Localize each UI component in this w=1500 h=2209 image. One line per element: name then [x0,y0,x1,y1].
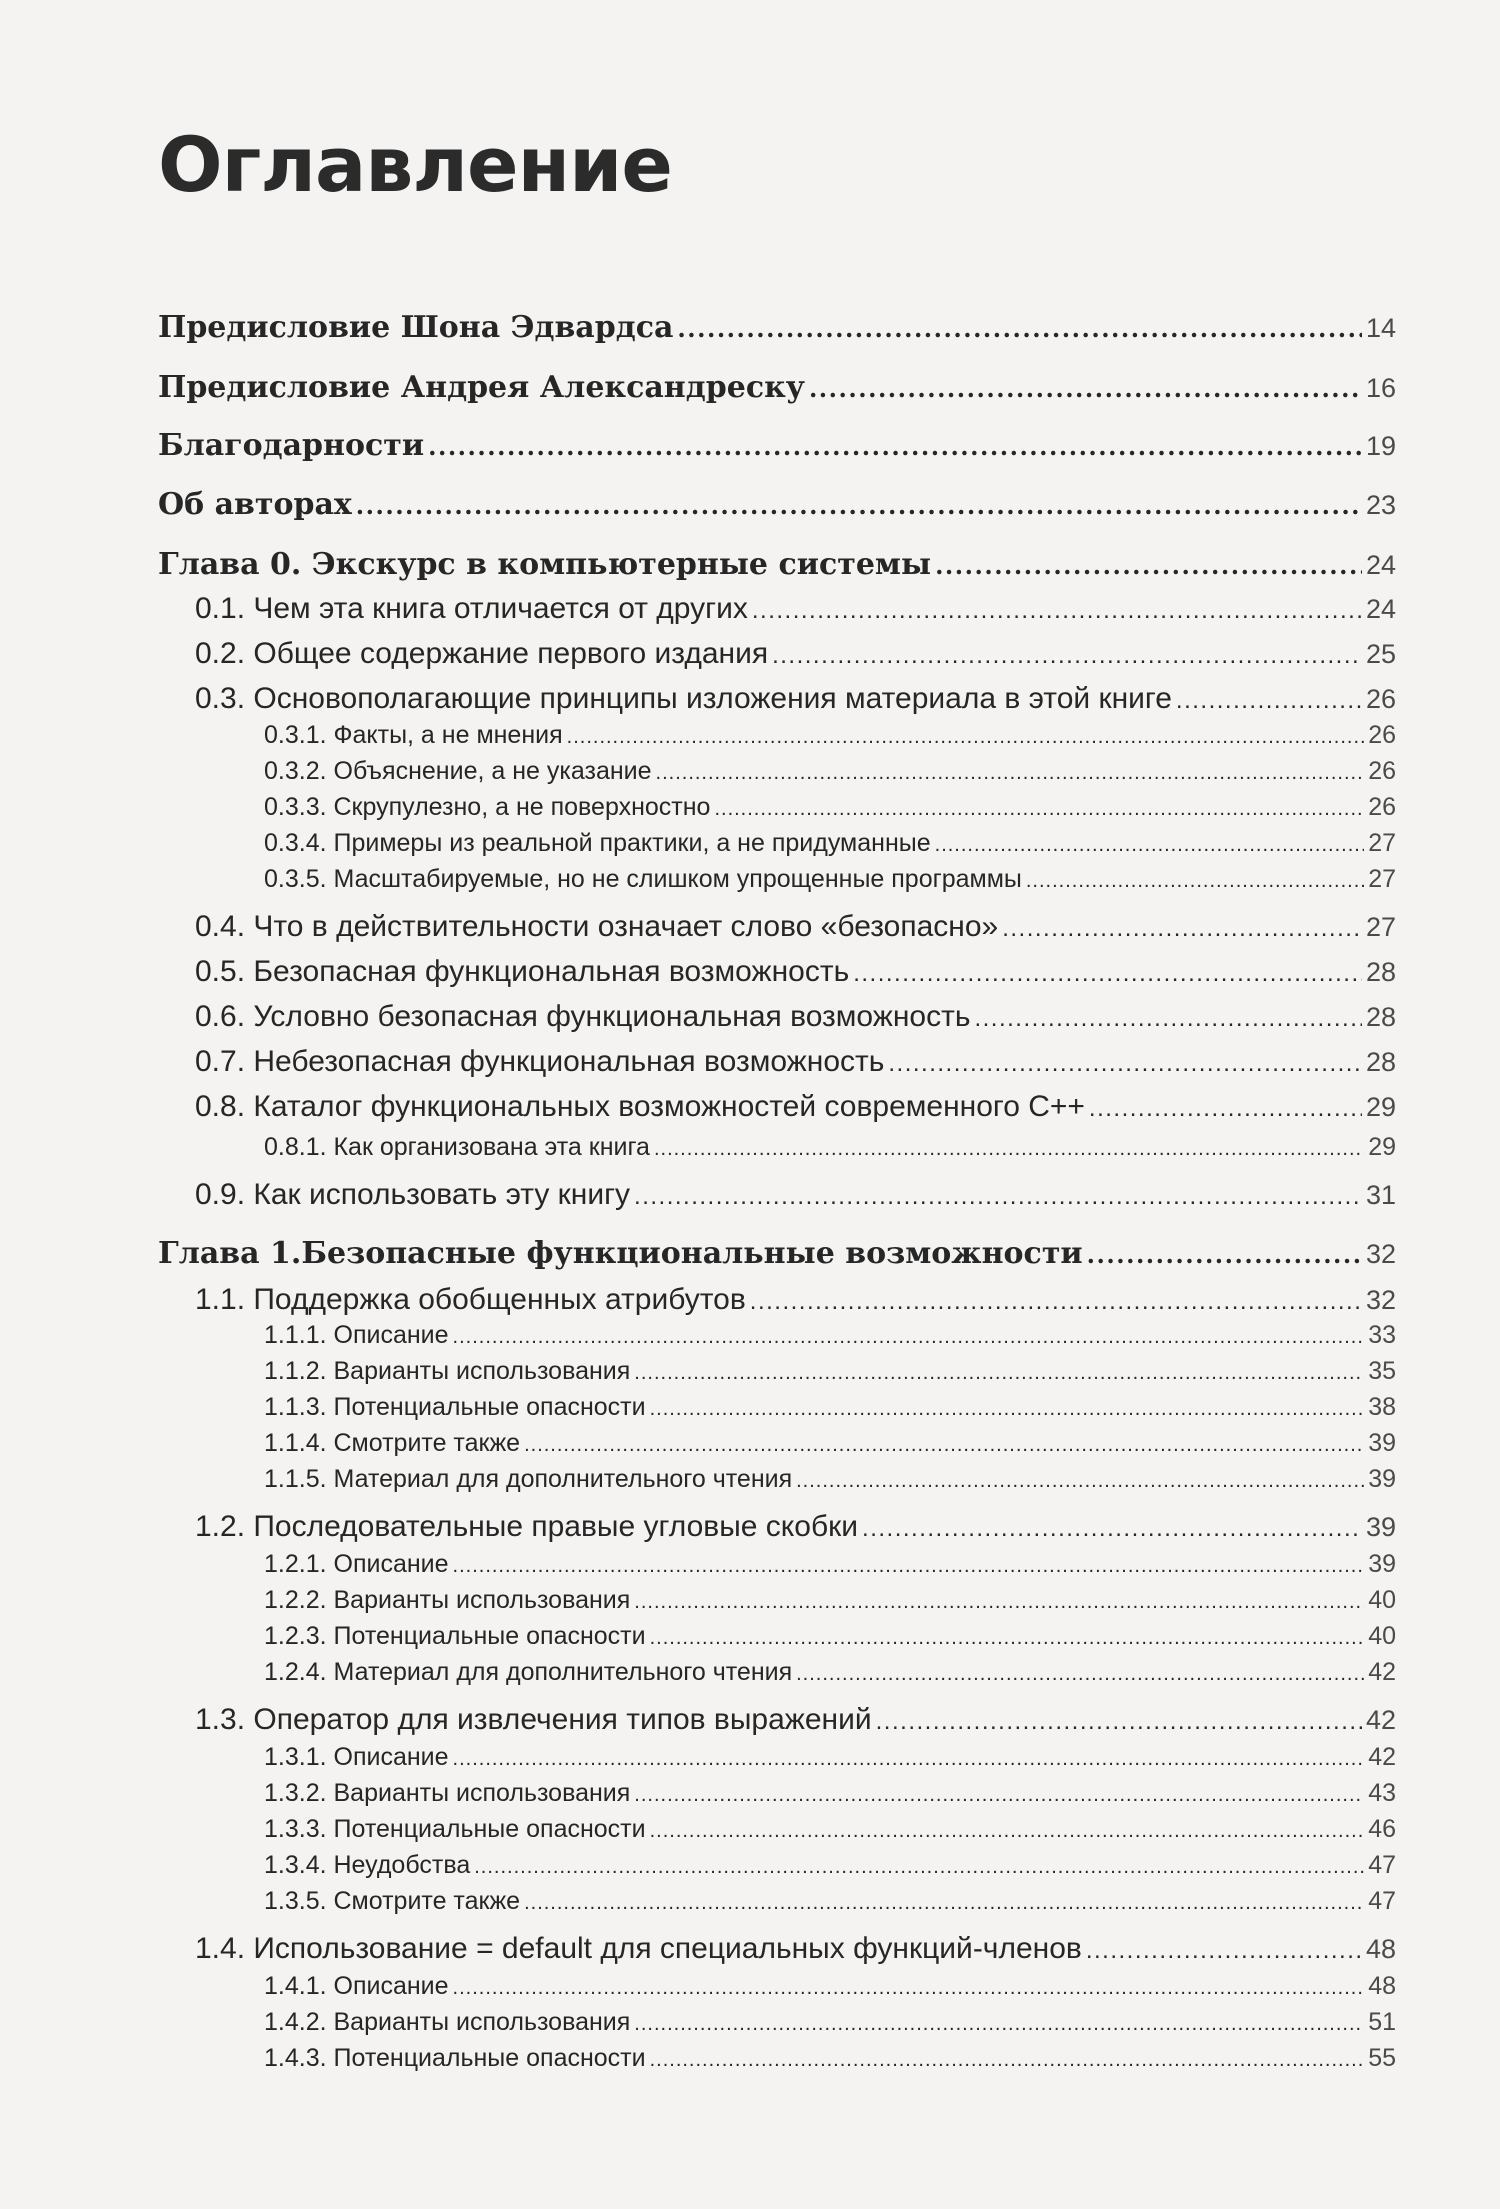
toc-entry [195,910,1396,944]
toc-entry-page: 51 [1368,2008,1396,2036]
toc-entry-title: 0.9. Как использовать эту книгу [195,1178,631,1211]
toc-entry-title: Предисловие Шона Эдвардса [158,310,674,345]
toc-entry-title: 1.1.4. Смотрите также [264,1429,521,1457]
toc-entry-page: 46 [1368,1815,1396,1843]
toc-entry [195,1090,1396,1124]
toc-entry-title: 1.3.2. Варианты использования [264,1779,631,1807]
toc-entry-page: 24 [1365,550,1396,580]
toc-entry [195,592,1396,626]
toc-entry-page: 43 [1368,1779,1396,1807]
toc-entry [195,1000,1396,1034]
toc-entry-title: 1.4.3. Потенциальные опасности [264,2044,646,2072]
dot-leader [634,1362,1364,1385]
dot-leader [356,491,1362,520]
toc-entry-page: 32 [1365,1239,1396,1269]
toc-entry [158,547,1396,582]
toc-entry [264,1887,1396,1916]
toc-entry-title: Глава 1.Безопасные функциональные возможности [158,1236,1083,1271]
dot-leader [650,1398,1365,1421]
dot-leader [567,726,1365,749]
toc-entry [195,1932,1396,1966]
toc-entry [158,428,1396,463]
toc-entry-title: 0.3.2. Объяснение, а не указание [264,757,652,785]
toc-entry-title: 0.2. Общее содержание первого издания [195,637,769,670]
toc-entry-page: 29 [1365,1092,1396,1122]
toc-entry-page: 25 [1365,639,1396,669]
dot-leader [752,597,1362,625]
toc-entry-page: 39 [1368,1550,1396,1578]
toc-entry-title: 0.4. Что в действительности означает слово «безопасно» [195,910,999,943]
dot-leader [974,1005,1361,1033]
toc-entry [264,1550,1396,1579]
dot-leader [428,432,1362,461]
toc-entry-title: 0.3.5. Масштабируемые, но не слишком упрощенные программы [264,865,1022,893]
toc-entry [195,1283,1396,1317]
toc-entry [264,793,1396,822]
dot-leader [453,1326,1365,1349]
dot-leader [634,1183,1362,1211]
toc-entry [264,1743,1396,1772]
toc-entry [264,1622,1396,1651]
toc-entry-page: 28 [1365,957,1396,987]
dot-leader [634,2013,1364,2036]
dot-leader [750,1288,1362,1316]
toc-entry [264,2008,1396,2037]
dot-leader [862,1515,1362,1543]
toc-entry [264,757,1396,786]
dot-leader [453,1977,1365,2000]
toc-entry [195,1178,1396,1212]
toc-entry [195,682,1396,716]
dot-leader [888,1050,1362,1078]
toc-entry-title: 0.7. Небезопасная функциональная возможность [195,1045,885,1078]
dot-leader [1002,915,1362,943]
toc-entry [264,1321,1396,1350]
toc-entry [264,1133,1396,1162]
toc-entry-title: Предисловие Андрея Александреску [158,370,805,405]
toc-entry-title: 1.2.2. Варианты использования [264,1586,631,1614]
dot-leader [634,1591,1364,1614]
toc-entry-page: 27 [1365,912,1396,942]
toc-entry [264,1972,1396,2001]
toc-entry-title: 0.6. Условно безопасная функциональная возможность [195,1000,971,1033]
dot-leader [772,642,1362,670]
dot-leader [935,834,1365,857]
dot-leader [650,1627,1365,1650]
toc-entry-page: 42 [1368,1658,1396,1686]
toc-entry-page: 32 [1365,1285,1396,1315]
toc-entry-page: 48 [1368,1972,1396,2000]
toc-entry-title: 0.8. Каталог функциональных возможностей современного C++ [195,1090,1085,1123]
toc-entry [195,1703,1396,1737]
dot-leader [876,1708,1362,1736]
toc-entry-page: 14 [1365,313,1396,343]
toc-entry-title: 1.3.5. Смотрите также [264,1887,521,1915]
toc-entry-title: 0.3.1. Факты, а не мнения [264,721,563,749]
toc-entry-title: 0.3.4. Примеры из реальной практики, а не придуманные [264,829,931,857]
toc-entry-page: 55 [1368,2044,1396,2072]
toc-entry-page: 47 [1368,1851,1396,1879]
dot-leader [853,960,1362,988]
toc-entry-page: 26 [1365,684,1396,714]
toc-entry [195,955,1396,989]
toc-entry-title: 1.2.1. Описание [264,1550,449,1578]
page-title: Оглавление [158,120,672,209]
dot-leader [1176,687,1362,715]
toc-entry-title: Благодарности [158,428,425,463]
toc-entry-page: 35 [1368,1357,1396,1385]
toc-entry [195,1045,1396,1079]
dot-leader [650,2049,1365,2072]
toc-entry-title: 0.3. Основополагающие принципы изложения материала в этой книге [195,682,1172,715]
dot-leader [453,1555,1365,1578]
toc-entry-page: 47 [1368,1887,1396,1915]
dot-leader [935,551,1362,580]
toc-entry-title: 1.1.5. Материал для дополнительного чтения [264,1465,793,1493]
toc-entry-page: 27 [1368,829,1396,857]
toc-entry-title: 1.3.1. Описание [264,1743,449,1771]
toc-entry [264,1429,1396,1458]
toc-entry-page: 31 [1365,1180,1396,1210]
toc-entry [264,721,1396,750]
toc-entry-page: 28 [1365,1002,1396,1032]
toc-entry [158,310,1396,345]
toc-entry-title: 1.1.2. Варианты использования [264,1357,631,1385]
toc-entry-title: 1.1. Поддержка обобщенных атрибутов [195,1283,746,1316]
toc-entry [158,487,1396,522]
toc-entry-title: 1.4.2. Варианты использования [264,2008,631,2036]
toc-entry [264,1851,1396,1880]
toc-entry-page: 24 [1365,594,1396,624]
toc-entry-page: 39 [1365,1512,1396,1542]
toc-entry [264,1658,1396,1687]
toc-entry-page: 38 [1368,1393,1396,1421]
dot-leader [474,1856,1364,1879]
toc-entry-page: 26 [1368,757,1396,785]
toc-entry-page: 33 [1368,1321,1396,1349]
toc-entry [264,1393,1396,1422]
toc-entry-title: 1.2.4. Материал для дополнительного чтения [264,1658,793,1686]
dot-leader [1087,1240,1362,1269]
toc-entry-title: 1.4.1. Описание [264,1972,449,2000]
toc-entry-title: 0.8.1. Как организована эта книга [264,1133,650,1161]
toc-entry-title: 1.2.3. Потенциальные опасности [264,1622,646,1650]
toc-entry-page: 26 [1368,793,1396,821]
toc-entry [264,1586,1396,1615]
dot-leader [524,1892,1364,1915]
toc-entry-page: 39 [1368,1429,1396,1457]
toc-entry-page: 28 [1365,1047,1396,1077]
dot-leader [714,798,1364,821]
toc-entry [264,2044,1396,2073]
dot-leader [656,762,1365,785]
toc-entry-page: 29 [1368,1133,1396,1161]
dot-leader [524,1434,1364,1457]
toc-entry [195,637,1396,671]
toc-entry-page: 40 [1368,1622,1396,1650]
toc-entry [264,1779,1396,1808]
toc-entry-title: Об авторах [158,487,352,522]
toc-entry [195,1510,1396,1544]
dot-leader [809,374,1362,403]
toc-entry [264,1357,1396,1386]
dot-leader [634,1784,1364,1807]
dot-leader [654,1138,1364,1161]
toc-entry-title: 0.3.3. Скрупулезно, а не поверхностно [264,793,711,821]
toc-entry-title: 1.3.4. Неудобства [264,1851,471,1879]
dot-leader [453,1748,1365,1771]
toc-entry [264,865,1396,894]
toc-entry-page: 16 [1365,373,1396,403]
dot-leader [1089,1095,1362,1123]
toc-entry [264,829,1396,858]
dot-leader [1026,870,1364,893]
dot-leader [650,1820,1365,1843]
toc-entry-page: 42 [1365,1705,1396,1735]
toc-entry-page: 27 [1368,865,1396,893]
toc-entry [158,370,1396,405]
dot-leader [796,1470,1364,1493]
toc-entry-title: 1.2. Последовательные правые угловые скобки [195,1510,859,1543]
toc-entry-title: 1.4. Использование = default для специальных функций-членов [195,1932,1082,1965]
toc-entry-title: 0.1. Чем эта книга отличается от других [195,592,748,625]
toc-entry-page: 42 [1368,1743,1396,1771]
toc-entry-title: 1.1.3. Потенциальные опасности [264,1393,646,1421]
toc-entry-title: 0.5. Безопасная функциональная возможность [195,955,850,988]
toc-entry-title: Глава 0. Экскурс в компьютерные системы [158,547,932,582]
dot-leader [796,1663,1364,1686]
toc-entry-page: 39 [1368,1465,1396,1493]
toc-entry-page: 40 [1368,1586,1396,1614]
toc-entry-page: 48 [1365,1934,1396,1964]
toc-entry-title: 1.3.3. Потенциальные опасности [264,1815,646,1843]
toc-entry-title: 1.1.1. Описание [264,1321,449,1349]
toc-entry-title: 1.3. Оператор для извлечения типов выражений [195,1703,872,1736]
toc-entry [264,1465,1396,1494]
toc-entry-page: 26 [1368,721,1396,749]
toc-entry [158,1236,1396,1271]
toc-entry-page: 23 [1365,490,1396,520]
dot-leader [677,314,1362,343]
dot-leader [1086,1937,1362,1965]
toc-entry-page: 19 [1365,431,1396,461]
toc-entry [264,1815,1396,1844]
